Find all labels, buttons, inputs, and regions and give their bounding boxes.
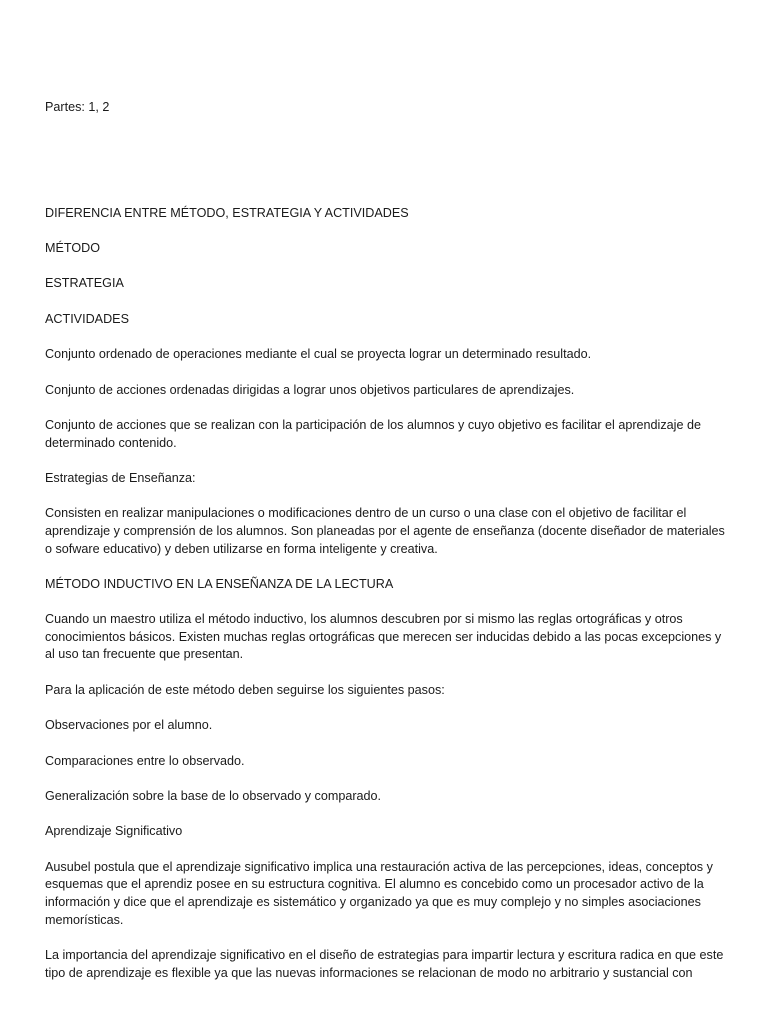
paragraph-teaching-strategies: Consisten en realizar manipulaciones o modificaciones dentro de un curso o una clase con el objetivo de facilitar el aprendizaje y comprensión de los alumnos. Son planeadas por el agente de enseñanza (docente diseñador de materiales o sofware educativo) y deben utilizarse en forma inteligente y creativa. — [45, 506, 725, 556]
section-heading-meaningful-learning: Aprendizaje Significativo — [45, 824, 183, 839]
step-comparisons: Comparaciones entre lo observado. — [45, 753, 245, 768]
section-heading-teaching-strategies: Estrategias de Enseñanza: — [45, 470, 196, 485]
definition-method: Conjunto ordenado de operaciones mediante el cual se proyecta lograr un determinado resultado. — [45, 347, 592, 362]
document-body — [45, 99, 725, 1000]
step-generalization: Generalización sobre la base de lo observado y comparado. — [45, 789, 382, 804]
parts-line: Partes: 1, 2 — [45, 100, 110, 114]
paragraph-ausubel: Ausubel postula que el aprendizaje significativo implica una restauración activa de las percepciones, ideas, conceptos y esquemas que el aprendiz posee en su estructura cognitiva. El alumno es concebido como un procesador activo de la información y dice que el aprendizaje es sistemático y organizado ya que es muy complejo y no simples asociaciones memorísticas. — [45, 859, 713, 927]
definition-activities: Conjunto de acciones que se realizan con la participación de los alumnos y cuyo objetivo es facilitar el aprendizaje de determinado contenido. — [45, 417, 701, 450]
term-activities: ACTIVIDADES — [45, 311, 129, 326]
paragraph-inductive-method: Cuando un maestro utiliza el método inductivo, los alumnos descubren por si mismo las reglas ortográficas y otros conocimientos básicos. Existen muchas reglas ortográficas que merecen ser inducidas debido a las pocas excepciones y al uso tan frecuente que presentan. — [45, 612, 722, 662]
paragraph-importance: La importancia del aprendizaje significativo en el diseño de estrategias para impartir lectura y escritura radica en que este tipo de aprendizaje es flexible ya que las nuevas informaciones se relacionan de modo no arbitrario y sustancial con — [45, 947, 724, 980]
definition-strategy: Conjunto de acciones ordenadas dirigidas a lograr unos objetivos particulares de aprendizajes. — [45, 382, 575, 397]
section-heading-differences: DIFERENCIA ENTRE MÉTODO, ESTRATEGIA Y ACTIVIDADES — [45, 205, 409, 220]
section-heading-inductive-method: MÉTODO INDUCTIVO EN LA ENSEÑANZA DE LA LECTURA — [45, 576, 394, 591]
term-strategy: ESTRATEGIA — [45, 276, 124, 291]
paragraph-steps-intro: Para la aplicación de este método deben seguirse los siguientes pasos: — [45, 682, 445, 697]
term-method: MÉTODO — [45, 240, 101, 255]
step-observations: Observaciones por el alumno. — [45, 718, 213, 733]
